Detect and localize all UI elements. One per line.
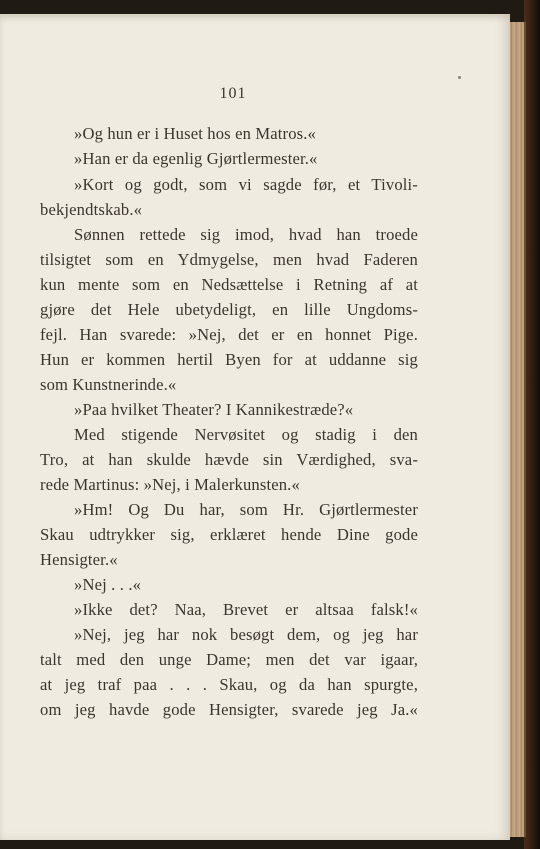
text-line-23: at jeg traf paa . . . Skau, og da han spurgte,	[40, 675, 418, 694]
text-line-21: »Nej, jeg har nok besøgt dem, og jeg har	[74, 625, 418, 644]
page-number: 101	[219, 85, 247, 102]
text-line-19: »Nej . . .«	[74, 575, 142, 594]
text-line-13: Med stigende Nervøsitet og stadig i den	[74, 425, 418, 444]
page-edges	[508, 22, 526, 837]
text-line-9: fejl. Han svarede: »Nej, det er en honnet Pige.	[40, 325, 418, 344]
text-line-1: »Og hun er i Huset hos en Matros.«	[74, 124, 316, 143]
text-line-20: »Ikke det? Naa, Brevet er altsaa falsk!«	[74, 600, 418, 619]
text-line-24: om jeg havde gode Hensigter, svarede jeg Ja.«	[40, 700, 418, 719]
paper-speck	[458, 76, 461, 79]
text-line-18: Hensigter.«	[40, 550, 118, 569]
text-line-22: talt med den unge Dame; men det var igaar,	[40, 650, 418, 669]
text-line-3: »Kort og godt, som vi sagde før, et Tivoli-	[74, 175, 418, 194]
text-line-12: »Paa hvilket Theater? I Kannikestræde?«	[74, 400, 354, 419]
text-line-6: tilsigtet som en Ydmygelse, men hvad Faderen	[40, 250, 418, 269]
text-line-8: gjøre det Hele ubetydeligt, en lille Ungdoms-	[40, 300, 418, 319]
text-line-11: som Kunstnerinde.«	[40, 375, 177, 394]
text-line-17: Skau udtrykker sig, erklæret hende Dine gode	[40, 525, 418, 544]
text-line-10: Hun er kommen hertil Byen for at uddanne sig	[40, 350, 418, 369]
book-cover-edge	[524, 0, 540, 849]
text-line-16: »Hm! Og Du har, som Hr. Gjørtlermester	[74, 500, 418, 519]
text-line-5: Sønnen rettede sig imod, hvad han troede	[74, 225, 418, 244]
text-line-14: Tro, at han skulde hævde sin Værdighed, sva-	[40, 450, 418, 469]
text-line-7: kun mente som en Nedsættelse i Retning af at	[40, 275, 418, 294]
text-line-4: bekjendtskab.«	[40, 200, 143, 219]
text-line-2: »Han er da egenlig Gjørtlermester.«	[74, 149, 318, 168]
text-line-15: rede Martinus: »Nej, i Malerkunsten.«	[40, 475, 300, 494]
